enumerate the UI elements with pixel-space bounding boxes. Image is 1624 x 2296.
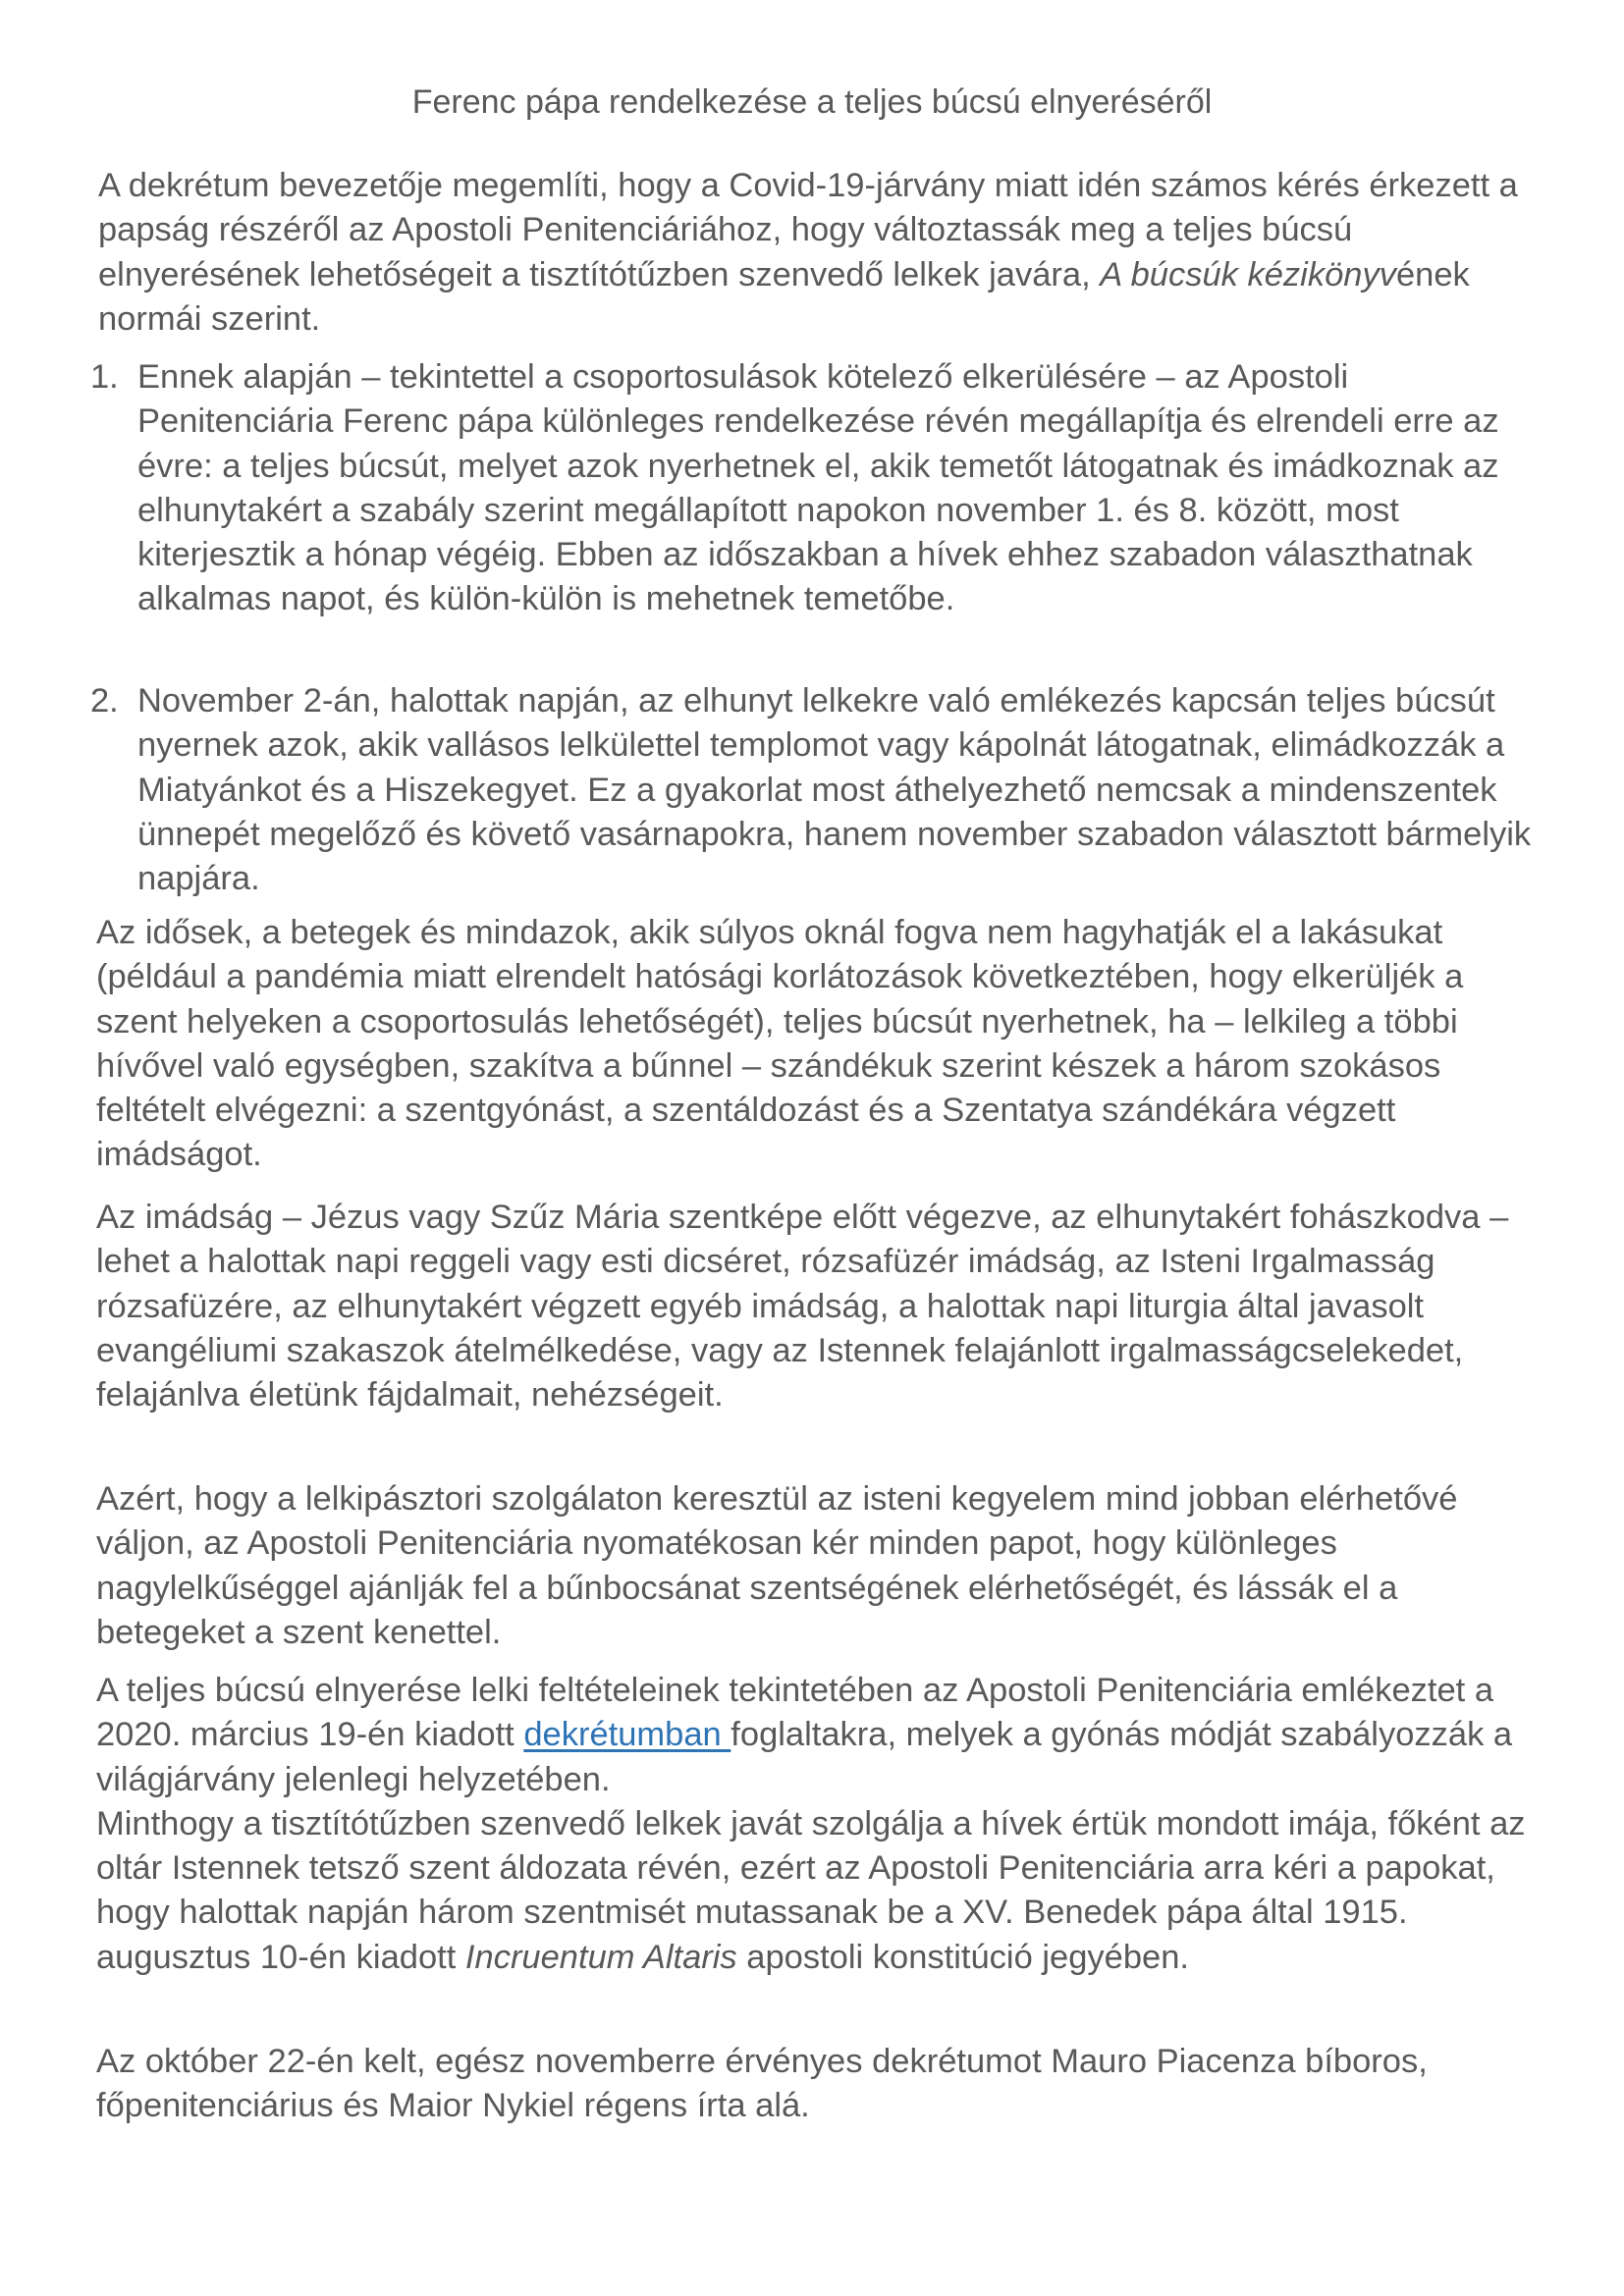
paragraph-priests (96, 1477, 1540, 1655)
list-number: 2. (90, 682, 119, 720)
list-item-text: Ennek alapján – tekintettel a csoportosulások kötelező elkerülésére – az Apostoli Penitenciária Ferenc pápa különleges rendelkezése révén megállapítja és elrendeli erre az évre: a teljes búcsút, melyet azok nyerhetnek el, akik temetőt látogatnak és imádkoznak az elhunytakért a szabály szerint megállapított napokon november 1. és 8. között, most kiterjesztik a hónap végéig. Ebben az időszakban a hívek ehhez szabadon választhatnak alkalmas napot, és külön-külön is mehetnek temetőbe. (137, 358, 1499, 618)
intro-paragraph (98, 164, 1522, 342)
conditions-text: A teljes búcsú elnyerése lelki feltételeinek tekintetében az Apostoli Penitenciária emlékeztet a 2020. március 19-én kiadott (96, 1672, 1494, 1754)
paragraph-signature-text: Az október 22-én kelt, egész novemberre érvényes dekrétumot Mauro Piacenza bíboros, főpenitenciárius és Maior Nykiel régens írta alá. (96, 2043, 1428, 2125)
page-title: Ferenc pápa rendelkezése a teljes búcsú elnyeréséről (411, 83, 1213, 121)
masses-text: Minthogy a tisztítótűzben szenvedő lelkek javát szolgálja a hívek értük mondott imája, főként az oltár Istennek tetsző szent áldozata révén, ezért az Apostoli Penitenciária arra kéri a papokat, hogy halottak napján három szentmisét mutassanak be a XV. Benedek pápa által 1915. augusztus 10-én kiadott (96, 1804, 1526, 1976)
paragraph-conditions (96, 1669, 1540, 1980)
list-number: 1. (90, 358, 119, 396)
paragraph-prayer-text: Az imádság – Jézus vagy Szűz Mária szentképe előtt végezve, az elhunytakért fohászkodva – lehet a halottak napi reggeli vagy esti dicséret, rózsafüzér imádság, az Isteni Irgalmasság rózsafüzére, az elhunytakért végzett egyéb imádság, a halottak napi liturgia által javasolt evangéliumi szakaszok átelmélkedése, vagy az Istennek felajánlott irgalmasságcselekedet, felajánlva életünk fájdalmait, nehézségeit. (96, 1199, 1509, 1415)
intro-text-end: ének normái szerint. (98, 255, 1470, 338)
intro-italic-title: A búcsúk kézikönyv (1100, 255, 1396, 294)
paragraph-priests-text: Azért, hogy a lelkipásztori szolgálaton keresztül az isteni kegyelem mind jobban elérhetővé váljon, az Apostoli Penitenciária nyomatékosan kér minden papot, hogy különleges nagylelkűséggel ajánlják fel a bűnbocsánat szentségének elérhetőségét, és lássák el a betegeket a szent kenettel. (96, 1480, 1458, 1651)
intro-text: A dekrétum bevezetője megemlíti, hogy a Covid-19-járvány miatt idén számos kérés érkezett a papság részéről az Apostoli Penitenciáriához, hogy változtassák meg a teljes búcsú elnyerésének lehetőségeit a tisztítótűzben szenvedő lelkek javára, (98, 167, 1518, 294)
list-item-1 (90, 355, 1543, 622)
paragraph-signature (96, 2040, 1540, 2129)
decree-link[interactable]: dekrétumban (523, 1716, 731, 1754)
paragraph-elderly-text: Az idősek, a betegek és mindazok, akik súlyos oknál fogva nem hagyhatják el a lakásukat (például a pandémia miatt elrendelt hatósági korlátozások következtében, hogy elkerüljék a szent helyeken a csoportosulás lehetőségét), teljes búcsút nyerhetnek, ha – lelkileg a többi hívővel való egységben, szakítva a bűnnel – szándékuk szerint készek a három szokásos feltételt elvégezni: a szentgyónást, a szentáldozást és a Szentatya szándékára végzett imádságot. (96, 914, 1464, 1174)
list-item-text: November 2-án, halottak napján, az elhunyt lelkekre való emlékezés kapcsán teljes búcsút nyernek azok, akik vallásos lelkülettel templomot vagy kápolnát látogatnak, elimádkozzák a Miatyánkot és a Hiszekegyet. Ez a gyakorlat most áthelyezhető nemcsak a mindenszentek ünnepét megelőző és követő vasárnapokra, hanem november szabadon választott bármelyik napjára. (137, 682, 1532, 898)
conditions-text-end: foglaltakra, melyek a gyónás módját szabályozzák a világjárvány jelenlegi helyzetében. (96, 1716, 1513, 1798)
paragraph-elderly (96, 911, 1540, 1178)
list-item-2 (90, 679, 1543, 901)
constitution-title: Incruentum Altaris (464, 1938, 737, 1976)
paragraph-prayer (96, 1196, 1540, 1417)
masses-text-end: apostoli konstitúció jegyében. (736, 1938, 1189, 1976)
